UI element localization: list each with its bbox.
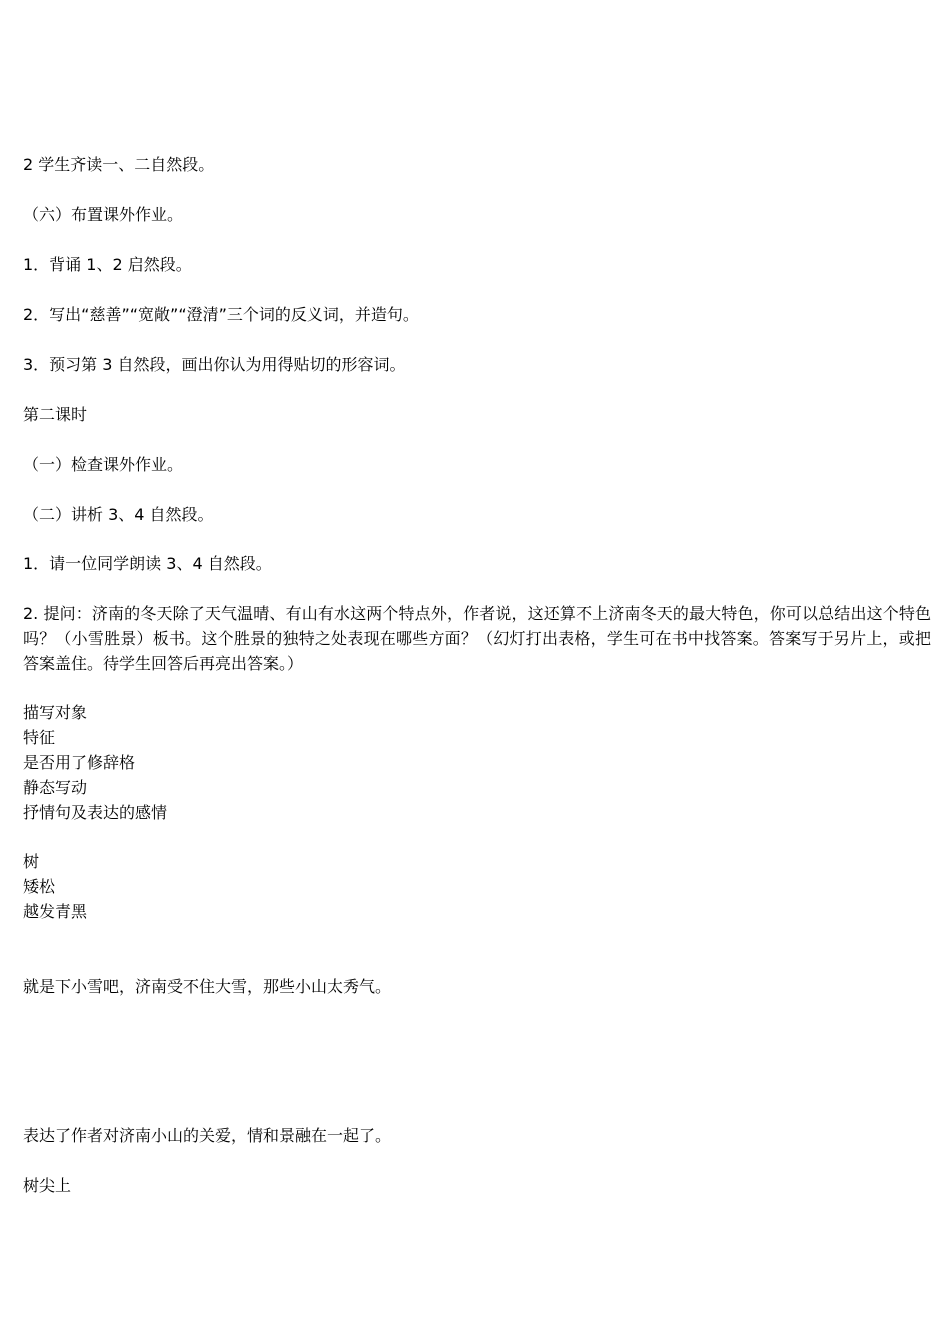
text-line-homework-heading: （六）布置课外作业。 xyxy=(23,205,184,224)
text-line-homework-1: 1．背诵 1、2 启然段。 xyxy=(23,255,192,274)
text-line-analyze-paragraphs: （二）讲析 3、4 自然段。 xyxy=(23,505,214,524)
table-cell-next-object: 树尖上 xyxy=(23,1176,72,1195)
table-header-rhetoric: 是否用了修辞格 xyxy=(23,753,136,772)
table-cell-object: 树 xyxy=(23,852,40,871)
table-header-emotion: 抒情句及表达的感情 xyxy=(23,803,168,822)
question-paragraph: 2. 提问：济南的冬天除了天气温晴、有山有水这两个特点外，作者说，这还算不上济南冬天的最大特色，你可以总结出这个特色吗？（小雪胜景）板书。这个胜景的独特之处表现在哪些方面？（幻灯打出表格，学生可在书中找答案。答案写于另片上，或把答案盖住。待学生回答后再亮出答案。） xyxy=(23,604,931,673)
text-line-homework-3: 3．预习第 3 自然段，画出你认为用得贴切的形容词。 xyxy=(23,355,406,374)
table-header-static-dynamic: 静态写动 xyxy=(23,778,88,797)
text-line-second-lesson: 第二课时 xyxy=(23,405,88,424)
text-line-expression: 表达了作者对济南小山的关爱，情和景融在一起了。 xyxy=(23,1126,392,1145)
text-line-read-paragraphs: 1．请一位同学朗读 3、4 自然段。 xyxy=(23,554,272,573)
table-cell-feature: 越发青黑 xyxy=(23,902,88,921)
text-line-read-aloud: 2 学生齐读一、二自然段。 xyxy=(23,155,215,174)
table-cell-emotion: 就是下小雪吧，济南受不住大雪，那些小山太秀气。 xyxy=(23,977,392,996)
text-line-homework-2: 2．写出“慈善”“宽敞”“澄清”三个词的反义词，并造句。 xyxy=(23,305,419,324)
table-cell-sub-object: 矮松 xyxy=(23,877,56,896)
table-header-object: 描写对象 xyxy=(23,703,88,722)
table-header-feature: 特征 xyxy=(23,728,56,747)
text-line-check-homework: （一）检查课外作业。 xyxy=(23,455,184,474)
